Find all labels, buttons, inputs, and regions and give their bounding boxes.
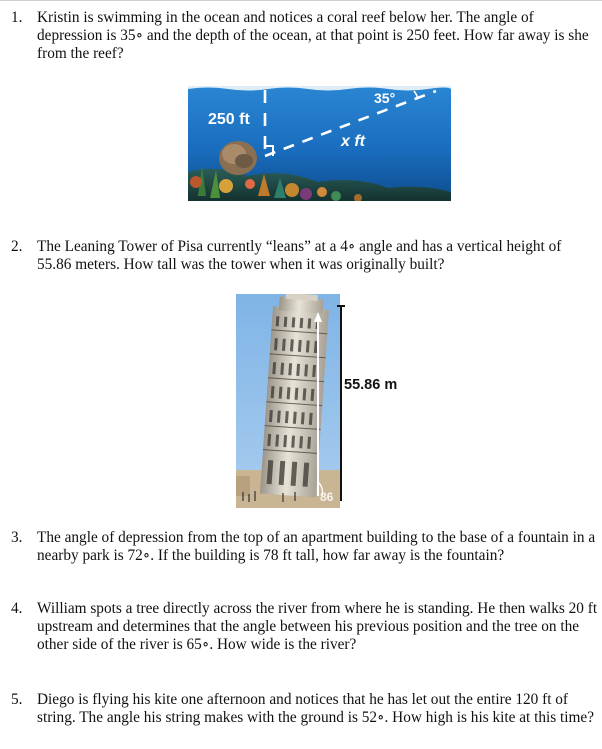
tower-angle-label: 86 (320, 490, 334, 504)
problem-number: 1. (11, 9, 23, 26)
problem-4 (0, 600, 602, 660)
problem-number: 5. (11, 691, 23, 708)
problem-3 (0, 529, 602, 569)
distance-label: x ft (341, 133, 365, 150)
problem-number: 4. (11, 600, 23, 617)
angle-label: 35° (374, 90, 396, 106)
ocean-reef-figure (188, 86, 451, 201)
problem-5 (0, 691, 602, 749)
problem-text: Diego is flying his kite one afternoon and notices that he has let out the entire 120 ft of string. The angle his string makes with the ground is 52∘. How high is his kite at this time? (37, 691, 594, 726)
height-label: 55.86 m (344, 377, 398, 393)
problem-text: William spots a tree directly across the river from where he is standing. He then walks 20 ft upstream and determines that the angle between his previous position and the tree on the other side of the river is 65∘. How wide is the river? (37, 600, 598, 653)
problem-2 (0, 238, 602, 278)
problem-text: The angle of depression from the top of an apartment building to the base of a fountain in a nearby park is 72∘. If the building is 78 ft tall, how far away is the fountain? (37, 529, 596, 564)
depth-label: 250 ft (208, 111, 250, 128)
leaning-tower-figure (236, 294, 408, 508)
top-border (0, 0, 602, 1)
problem-text: Kristin is swimming in the ocean and notices a coral reef below her. The angle of depression is 35∘ and the depth of the ocean, at that point is 250 feet. How far away is she from the reef? (37, 9, 589, 62)
problem-1 (0, 9, 602, 69)
problem-number: 3. (11, 529, 23, 546)
problem-text: The Leaning Tower of Pisa currently “leans” at a 4∘ angle and has a vertical height of 55.86 meters. How tall was the tower when it was originally built? (37, 238, 562, 273)
problem-number: 2. (11, 238, 23, 255)
